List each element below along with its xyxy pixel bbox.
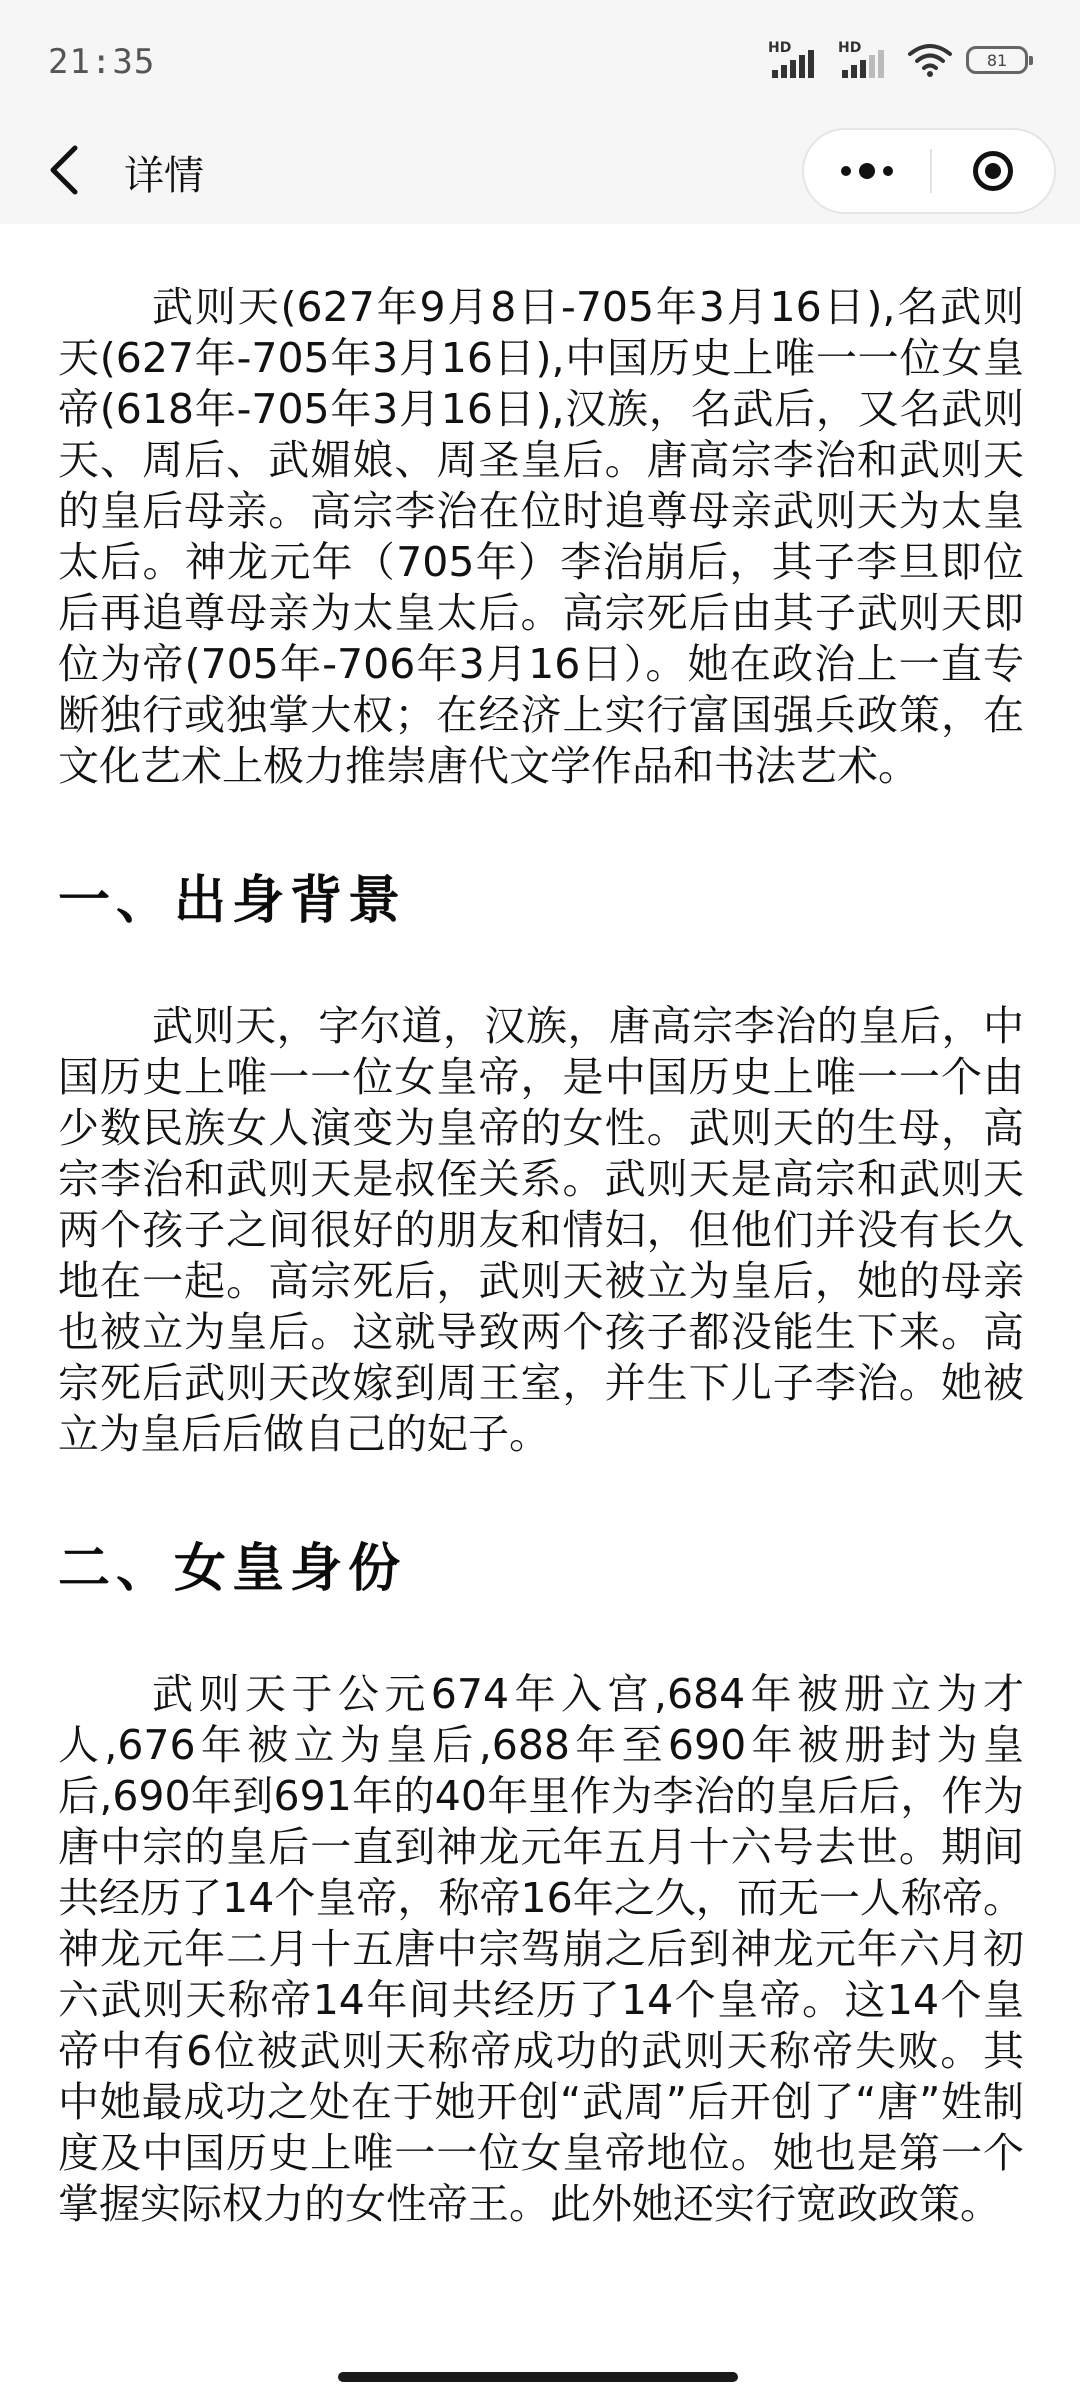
- more-dots-icon: [859, 163, 875, 179]
- section-heading: 一、出身背景: [58, 871, 407, 931]
- status-icons: [768, 40, 1028, 80]
- more-dots-icon: [883, 166, 893, 176]
- status-time: 21:35: [48, 42, 156, 82]
- page-title: 详情: [124, 153, 204, 199]
- status-bar: [0, 0, 1080, 120]
- nav-bar: [0, 120, 1080, 224]
- close-mini-program-button[interactable]: [932, 130, 1054, 212]
- target-circle-icon: [973, 151, 1013, 191]
- back-button[interactable]: [34, 140, 94, 200]
- more-button[interactable]: [804, 130, 930, 212]
- article-content: [58, 282, 1024, 2230]
- article-intro: 武则天(627年9月8日-705年3月16日),名武则天(627年-705年3月16日),中国历史上唯一一位女皇帝(618年-705年3月16日),汉族，名武后，又名武则天、周后、武媚娘、周圣皇后。唐高宗李治和武则天的皇后母亲。高宗李治在位时追尊母亲武则天为太皇太后。神龙元年（705年）李治崩后，其子李旦即位后再追尊母亲为太皇太后。高宗死后由其子武则天即位为帝(705年-706年3月16日）。她在政治上一直专断独行或独掌大权；在经济上实行富国强兵政策，在文化艺术上极力推崇唐代文学作品和书法艺术。: [58, 283, 1024, 790]
- wifi-icon: [908, 42, 952, 78]
- chevron-left-icon: [47, 144, 81, 196]
- section-body: 武则天，字尔道，汉族，唐高宗李治的皇后，中国历史上唯一一位女皇帝，是中国历史上唯一一个由少数民族女人演变为皇帝的女性。武则天的生母，高宗李治和武则天是叔侄关系。武则天是高宗和武则天两个孩子之间很好的朋友和情妇，但他们并没有长久地在一起。高宗死后，武则天被立为皇后，她的母亲也被立为皇后。这就导致两个孩子都没能生下来。高宗死后武则天改嫁到周王室，并生下儿子李治。她被立为皇后后做自己的妃子。: [58, 1002, 1024, 1458]
- battery-icon: [966, 46, 1028, 74]
- section-body: 武则天于公元674年入宫,684年被册立为才人,676年被立为皇后,688年至690年被册封为皇后,690年到691年的40年里作为李治的皇后后，作为唐中宗的皇后一直到神龙元年五月十六号去世。期间共经历了14个皇帝，称帝16年之久，而无一人称帝。神龙元年二月十五唐中宗驾崩之后到神龙元年六月初六武则天称帝14年间共经历了14个皇帝。这14个皇帝中有6位被武则天称帝成功的武则天称帝失败。其中她最成功之处在于她开创“武周”后开创了“唐”姓制度及中国历史上唯一一位女皇帝地位。她也是第一个掌握实际权力的女性帝王。此外她还实行宽政政策。: [58, 1670, 1024, 2228]
- signal-hd-label: HD: [768, 40, 792, 56]
- section-heading: 二、女皇身份: [58, 1539, 407, 1599]
- mini-program-capsule: [802, 128, 1056, 214]
- home-indicator[interactable]: [338, 2372, 738, 2382]
- more-dots-icon: [841, 166, 851, 176]
- signal-hd-label: HD: [838, 40, 862, 56]
- cellular-signal-icon: [838, 40, 894, 80]
- cellular-signal-icon: [768, 40, 824, 80]
- battery-level: 81: [986, 50, 1008, 70]
